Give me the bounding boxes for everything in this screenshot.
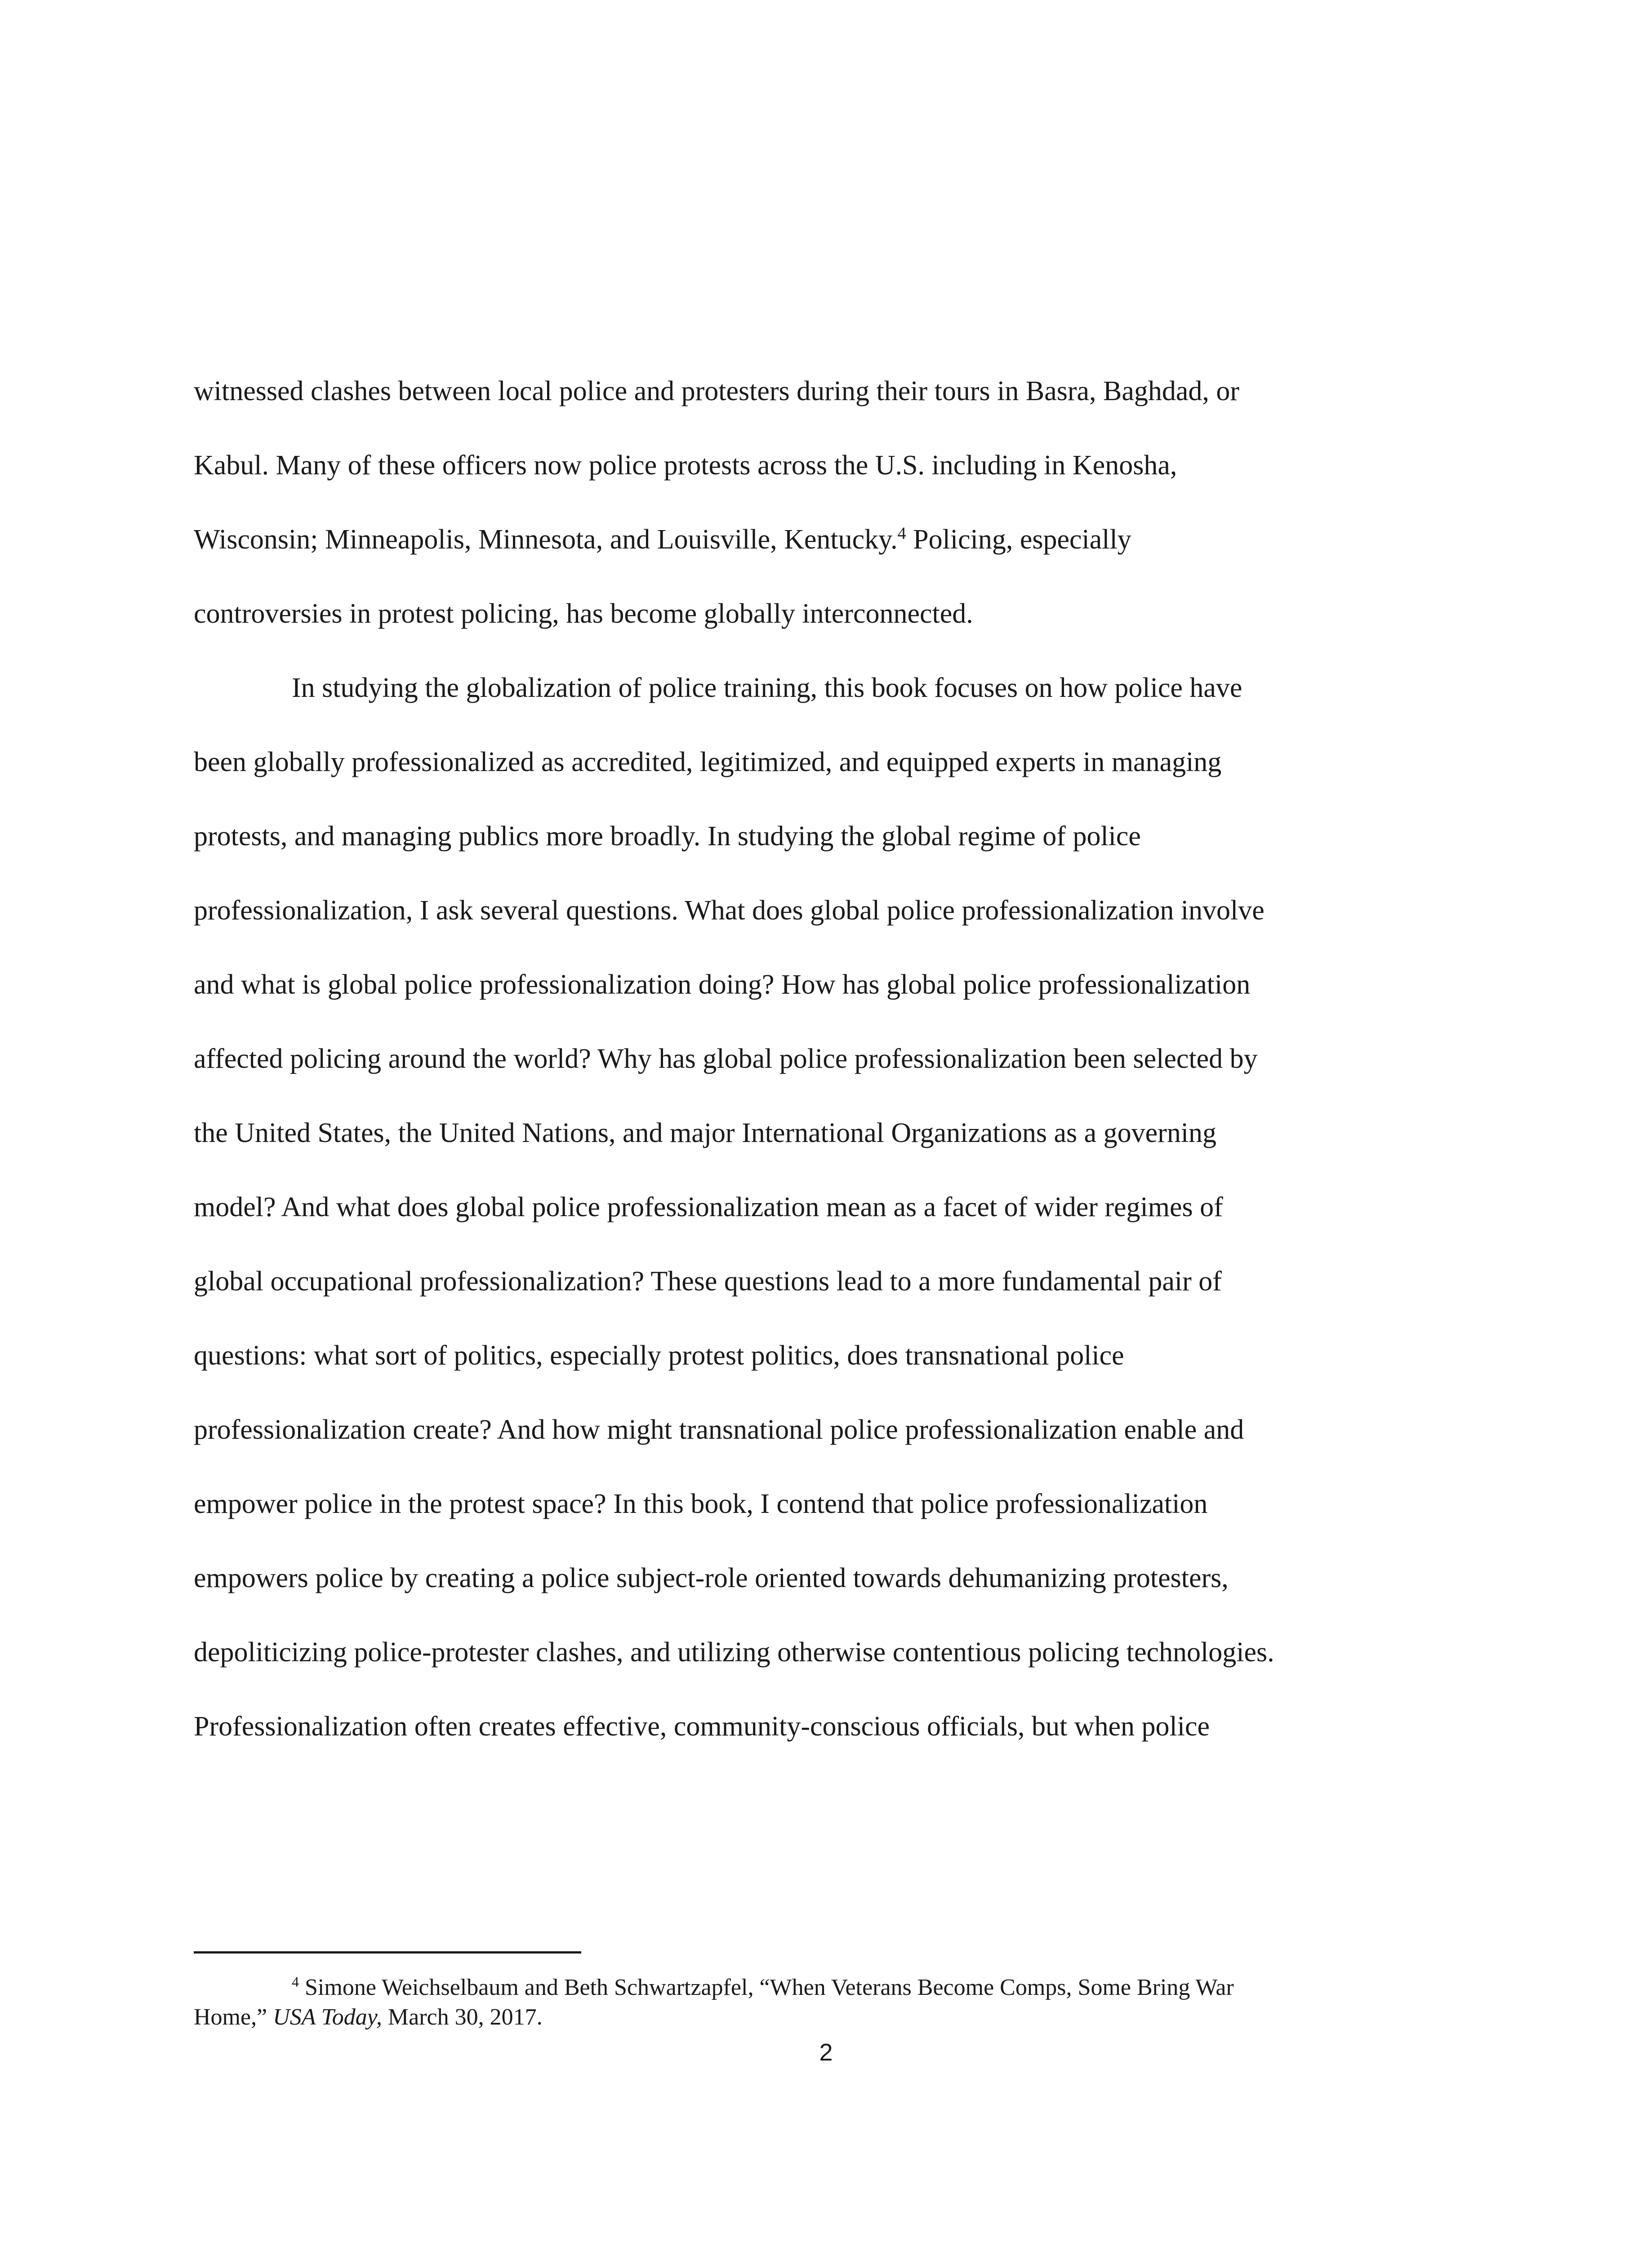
text-line-with-footnote-ref [194,503,1452,577]
text-line: model? And what does global police professionalization mean as a facet of wider regimes of [194,1192,1223,1222]
text-line: been globally professionalized as accredited, legitimized, and equipped experts in managing [194,747,1222,777]
text-line: witnessed clashes between local police and protesters during their tours in Basra, Baghdad, or [194,376,1240,406]
text-line: the United States, the United Nations, and major International Organizations as a governing [194,1118,1217,1148]
body-text [194,354,1452,1764]
footnote-text: March 30, 2017. [382,2004,543,2030]
text-line: professionalization create? And how might transnational police professionalization enable and [194,1414,1244,1445]
text-line: professionalization, I ask several questions. What does global police professionalization involve [194,895,1265,926]
text-segment: Wisconsin; Minneapolis, Minnesota, and Louisville, Kentucky. [194,524,898,555]
footnote-text: Simone Weichselbaum and Beth Schwartzapfel, “When Veterans Become Comps, Some Bring War [299,1975,1234,2000]
footnote-source-title: USA Today, [273,2004,382,2030]
text-line: global occupational professionalization? These questions lead to a more fundamental pair of [194,1266,1222,1297]
text-line: and what is global police professionalization doing? How has global police professionalization [194,969,1251,1000]
text-line: Professionalization often creates effective, community-conscious officials, but when police [194,1711,1210,1742]
footnote-reference[interactable]: 4 [897,524,906,543]
text-line: empowers police by creating a police subject-role oriented towards dehumanizing protesters, [194,1563,1229,1593]
text-line: depoliticizing police-protester clashes, and utilizing otherwise contentious policing technologies. [194,1637,1274,1668]
text-line: questions: what sort of politics, especially protest politics, does transnational police [194,1340,1124,1371]
text-line: empower police in the protest space? In this book, I contend that police professionalization [194,1489,1208,1519]
text-line: controversies in protest policing, has become globally interconnected. [194,598,973,629]
footnote-text: Home,” [194,2004,273,2030]
text-line: Kabul. Many of these officers now police protests across the U.S. including in Kenosha, [194,450,1177,481]
footnote [194,1973,1452,2032]
text-line: In studying the globalization of police training, this book focuses on how police have [292,673,1242,703]
text-segment: Policing, especially [906,524,1131,555]
page-number: 2 [819,2039,833,2066]
footnote-line [194,1973,1452,2003]
footnote-separator [194,1951,581,1954]
text-line: protests, and managing publics more broadly. In studying the global regime of police [194,821,1141,852]
footnote-line [194,2003,1452,2032]
footnote-number: 4 [292,1973,299,1990]
text-line: affected policing around the world? Why has global police professionalization been selected by [194,1044,1258,1074]
